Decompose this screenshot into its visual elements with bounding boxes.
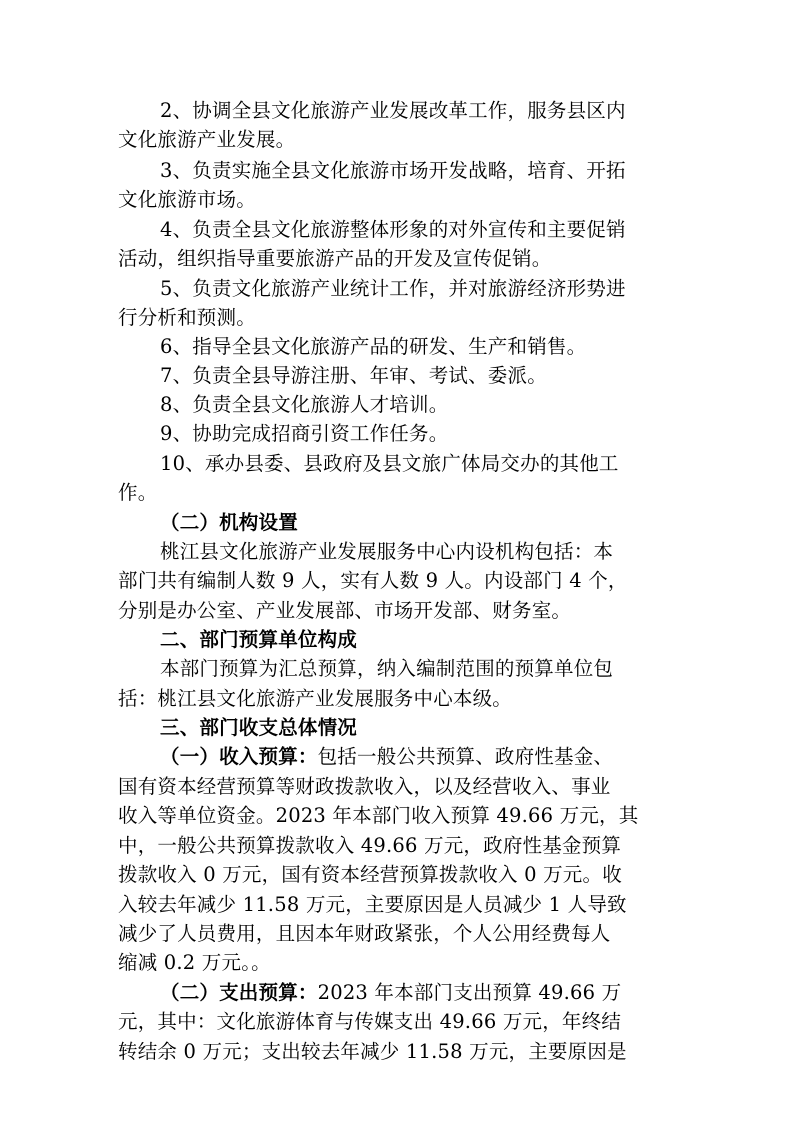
duty-item-2-line-1: 2、协调全县文化旅游产业发展改革工作，服务县区内: [160, 99, 626, 122]
org-setup-line-3: 分别是办公室、产业发展部、市场开发部、财务室。: [118, 599, 572, 622]
duty-item-4-line-1: 4、负责全县文化旅游整体形象的对外宣传和主要促销: [160, 218, 626, 241]
org-setup-line-1: 桃江县文化旅游产业发展服务中心内设机构包括：本: [160, 540, 614, 563]
income-budget-line-3: 收入等单位资金。2023 年本部门收入预算 49.66 万元，其: [118, 804, 639, 827]
section-heading-org-setup: （二）机构设置: [160, 511, 298, 534]
duty-item-3-line-1: 3、负责实施全县文化旅游市场开发战略，培育、开拓: [160, 159, 626, 182]
duty-item-2-line-2: 文化旅游产业发展。: [118, 128, 296, 151]
duty-item-3-line-2: 文化旅游市场。: [118, 188, 256, 211]
income-budget-line-8: 缩减 0.2 万元。。: [118, 951, 271, 974]
duty-item-10-line-2: 作。: [118, 481, 158, 504]
income-budget-line-4: 中，一般公共预算拨款收入 49.66 万元，政府性基金预算: [118, 834, 622, 857]
duty-item-10-line-1: 10、承办县委、县政府及县文旅广体局交办的其他工: [160, 452, 619, 475]
expense-budget-line-3: 转结余 0 万元；支出较去年减少 11.58 万元，主要原因是: [118, 1040, 627, 1063]
duty-item-8: 8、负责全县文化旅游人才培训。: [160, 393, 449, 416]
income-budget-line-1: [160, 743, 720, 771]
duty-item-4-line-2: 活动，组织指导重要旅游产品的开发及宣传促销。: [118, 247, 552, 270]
budget-units-line-2: 括：桃江县文化旅游产业发展服务中心本级。: [118, 687, 513, 710]
duty-item-6: 6、指导全县文化旅游产品的研发、生产和销售。: [160, 335, 587, 358]
expense-budget-line-1: [160, 979, 720, 1007]
income-budget-label: （一）收入预算：: [160, 745, 318, 768]
income-budget-line-5: 拨款收入 0 万元，国有资本经营预算拨款收入 0 万元。收: [118, 863, 622, 886]
org-setup-line-2: 部门共有编制人数 9 人，实有人数 9 人。内设部门 4 个，: [118, 569, 628, 592]
income-budget-line-7: 减少了人员费用，且因本年财政紧张，个人公用经费每人: [118, 922, 611, 945]
duty-item-5-line-2: 行分析和预测。: [118, 306, 256, 329]
duty-item-9: 9、协助完成招商引资工作任务。: [160, 422, 449, 445]
income-budget-text: 包括一般公共预算、政府性基金、: [317, 745, 614, 768]
budget-units-line-1: 本部门预算为汇总预算，纳入编制范围的预算单位包: [160, 657, 614, 680]
expense-budget-label: （二）支出预算：: [160, 981, 318, 1004]
expense-budget-text: 2023 年本部门支出预算 49.66 万: [317, 981, 622, 1004]
expense-budget-line-2: 元，其中：文化旅游体育与传媒支出 49.66 万元，年终结: [118, 1010, 622, 1033]
section-heading-overall: 三、部门收支总体情况: [160, 716, 358, 739]
section-heading-budget-units: 二、部门预算单位构成: [160, 628, 358, 651]
duty-item-7: 7、负责全县导游注册、年审、考试、委派。: [160, 364, 547, 387]
income-budget-line-2: 国有资本经营预算等财政拨款收入，以及经营收入、事业: [118, 775, 611, 798]
income-budget-line-6: 入较去年减少 11.58 万元，主要原因是人员减少 1 人导致: [118, 893, 627, 916]
duty-item-5-line-1: 5、负责文化旅游产业统计工作，并对旅游经济形势进: [160, 277, 626, 300]
